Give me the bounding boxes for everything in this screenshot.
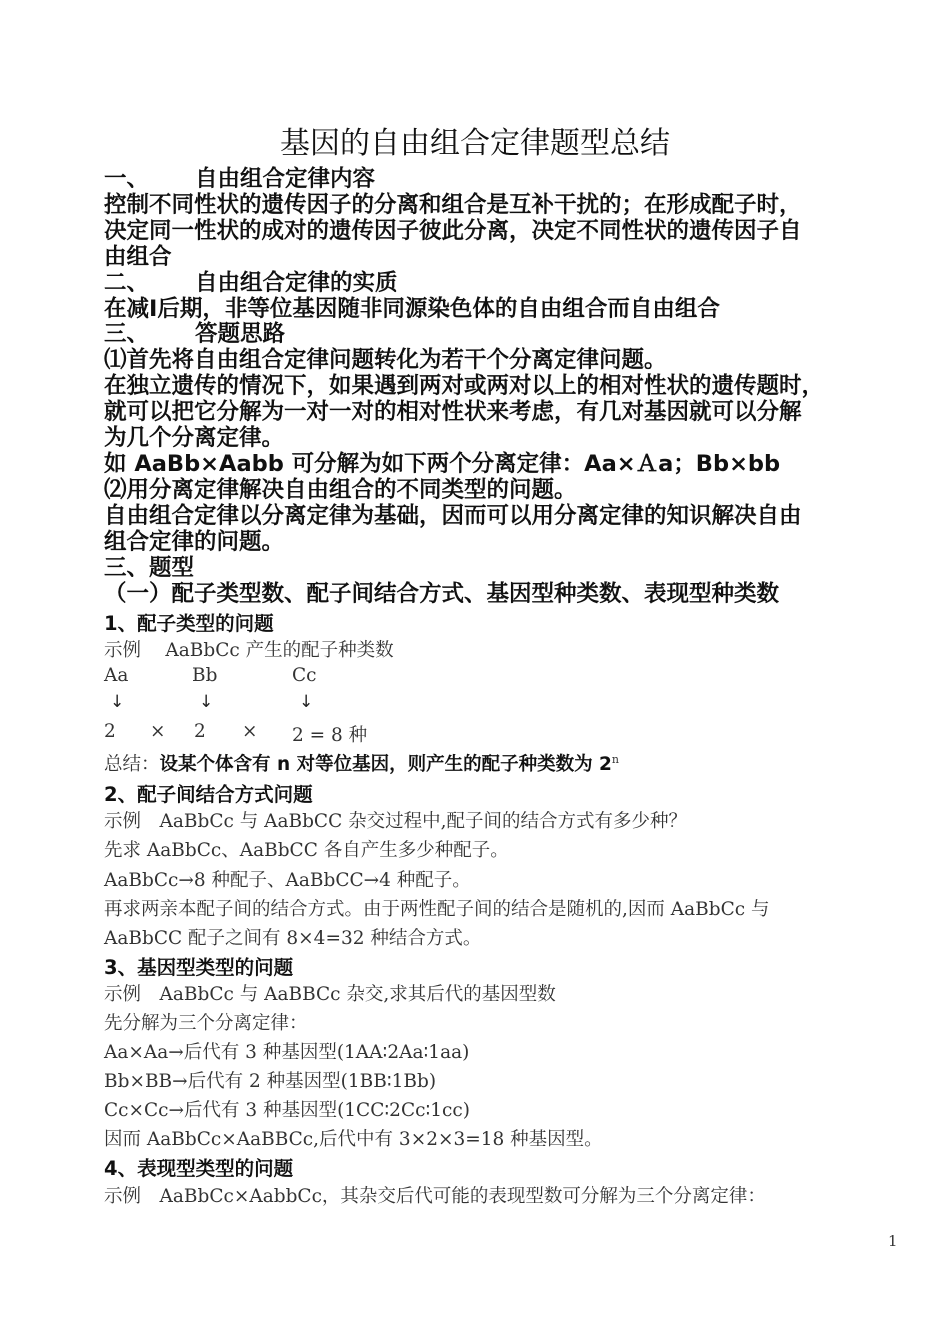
text-line: 组合定律的问题。 <box>104 529 285 555</box>
text-line: ⑵用分离定律解决自由组合的不同类型的问题。 <box>104 477 577 503</box>
question-heading-2: 2、配子间结合方式问题 <box>104 783 313 806</box>
result-number: 2 = 8 种 <box>292 725 368 746</box>
question-heading-3: 3、基因型类型的问题 <box>104 956 294 979</box>
section-number: 一、 <box>104 166 150 192</box>
times-sign: × <box>242 721 258 742</box>
page-number: 1 <box>888 1232 898 1250</box>
text-line: 就可以把它分解为一对一对的相对性状来考虑，有几对基因就可以分解 <box>104 399 802 425</box>
text-line: 再求两亲本配子间的结合方式。由于两性配子间的结合是随机的,因而 AaBbCc 与 <box>104 899 770 920</box>
section-heading-2 <box>104 270 398 296</box>
text-line: 先求 AaBbCc、AaBbCC 各自产生多少种配子。 <box>104 840 509 861</box>
text-line: Aa×Aa→后代有 3 种基因型(1AA∶2Aa∶1aa) <box>104 1042 470 1063</box>
result-number: 2 <box>104 721 116 742</box>
section-title: 自由组合定律的实质 <box>195 270 398 296</box>
text-line: 在独立遗传的情况下，如果遇到两对或两对以上的相对性状的遗传题时， <box>104 373 825 399</box>
summary-label: 总结： <box>104 754 160 775</box>
question-heading-4: 4、表现型类型的问题 <box>104 1157 294 1180</box>
section-heading-3 <box>104 321 285 347</box>
text-line: ⑴首先将自由组合定律问题转化为若干个分离定律问题。 <box>104 347 667 373</box>
text-line: Bb×BB→后代有 2 种基因型(1BB∶1Bb) <box>104 1071 437 1092</box>
text-line: 在减Ⅰ后期，非等位基因随非同源染色体的自由组合而自由组合 <box>104 296 720 322</box>
text-line: 决定同一性状的成对的遗传因子彼此分离，决定不同性状的遗传因子自 <box>104 218 802 244</box>
text-line: AaBbCc→8 种配子、AaBbCC→4 种配子。 <box>104 870 471 891</box>
down-arrow-icon: ↓ <box>110 692 125 712</box>
text-line: Cc×Cc→后代有 3 种基因型(1CC∶2Cc∶1cc) <box>104 1100 470 1121</box>
text-line: AaBbCC 配子之间有 8×4=32 种结合方式。 <box>104 928 482 949</box>
text-line: 由组合 <box>104 244 172 270</box>
text-line: 先分解为三个分离定律： <box>104 1013 308 1034</box>
down-arrow-icon: ↓ <box>299 692 314 712</box>
section-number: 二、 <box>104 270 150 296</box>
text-line: 自由组合定律以分离定律为基础，因而可以用分离定律的知识解决自由 <box>104 503 802 529</box>
text-line: 示例 AaBbCc 与 AaBBCc 杂交,求其后代的基因型数 <box>104 984 556 1005</box>
gene-aa: Aa <box>104 665 129 686</box>
subsection-heading: （一）配子类型数、配子间结合方式、基因型种类数、表现型种类数 <box>104 581 780 607</box>
down-arrow-icon: ↓ <box>199 692 214 712</box>
text-line: 控制不同性状的遗传因子的分离和组合是互补干扰的；在形成配子时， <box>104 192 802 218</box>
gene-cc: Cc <box>292 665 317 686</box>
text-line: 示例 AaBbCc×AabbCc，其杂交后代可能的表现型数可分解为三个分离定律： <box>104 1186 766 1207</box>
summary-exponent: n <box>611 752 619 766</box>
summary-text: 设某个体含有 n 对等位基因，则产生的配子种类数为 2 <box>159 754 612 775</box>
section-heading-1 <box>104 166 375 192</box>
gene-bb: Bb <box>192 665 218 686</box>
section-number: 三、 <box>104 321 150 347</box>
times-sign: × <box>150 721 166 742</box>
result-number: 2 <box>194 721 206 742</box>
question-heading-1: 1、配子类型的问题 <box>104 612 274 635</box>
section-heading-types: 三、题型 <box>104 555 195 581</box>
text-line: 因而 AaBbCc×AaBBCc,后代中有 3×2×3=18 种基因型。 <box>104 1129 603 1150</box>
page-title: 基因的自由组合定律题型总结 <box>280 126 670 161</box>
text-line: 示例 AaBbCc 与 AaBbCC 杂交过程中,配子间的结合方式有多少种？ <box>104 811 688 832</box>
example-text: 示例 AaBbCc 产生的配子种类数 <box>104 640 394 661</box>
summary-line <box>104 750 619 776</box>
section-title: 答题思路 <box>195 321 286 347</box>
section-title: 自由组合定律内容 <box>195 166 376 192</box>
text-line: 如 AaBb×Aabb 可分解为如下两个分离定律：Aa×Ａa；Bb×bb <box>104 451 781 477</box>
text-line: 为几个分离定律。 <box>104 425 285 451</box>
